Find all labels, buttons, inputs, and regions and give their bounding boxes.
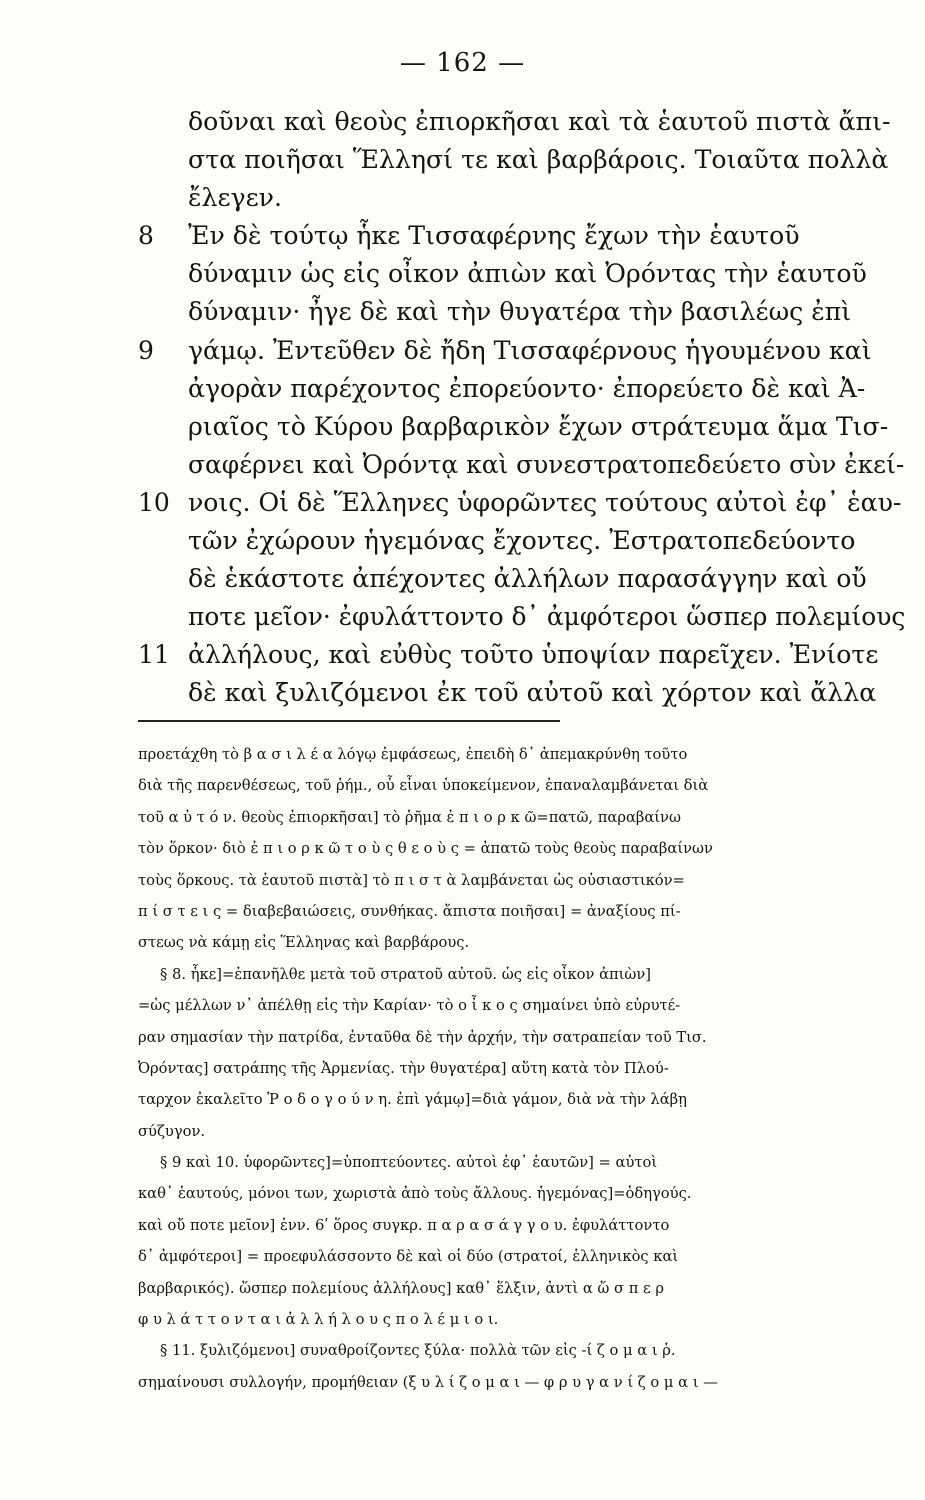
text-line: [0, 446, 925, 484]
note-line-content: =ὡς μέλλων ν᾽ ἀπέλθῃ εἰς τὴν Καρίαν· τὸ ο ἶ κ ο ς σημαίνει ὑπὸ εὐρυτέ-: [138, 997, 681, 1015]
note-line-content: τὸν ὅρκον· διὸ ἐ π ι ο ρ κ ῶ τ ο ὺ ς θ ε ο ὺ ς = ἀπατῶ τοὺς θεοὺς παραβαίνων: [138, 840, 713, 858]
note-line: [0, 833, 925, 864]
text-line-content: στα ποιῆσαι Ἕλλησί τε καὶ βαρβάροις. Τοιαῦτα πολλὰ: [188, 145, 889, 175]
note-line: [0, 739, 925, 770]
text-line: [0, 141, 925, 179]
text-line-content: δὲ καὶ ξυλιζόμενοι ἐκ τοῦ αὐτοῦ καὶ χόρτον καὶ ἄλλα: [188, 678, 877, 708]
text-line: [0, 179, 925, 217]
note-line-content: δ᾽ ἀμφότεροι] = προεφυλάσσοντο δὲ καὶ οἱ δύο (στρατοί, ἑλληνικὸς καὶ: [138, 1248, 679, 1266]
note-line: [0, 1084, 925, 1115]
text-line-content: δύναμιν· ἦγε δὲ καὶ τὴν θυγατέρα τὴν βασιλέως ἐπὶ: [188, 297, 852, 327]
note-line-content: φ υ λ ά τ τ ο ν τ α ι ἀ λ λ ή λ ο υ ς π ο λ έ μ ι ο ι.: [138, 1311, 499, 1329]
note-line: [0, 1116, 925, 1147]
note-line-content: § 11. ξυλιζόμενοι] συναθροίζοντες ξύλα· πολλὰ τῶν εἰς -ί ζ ο μ α ι ῥ.: [160, 1342, 676, 1360]
text-line: [0, 560, 925, 598]
note-line: [0, 1053, 925, 1084]
note-line: [0, 865, 925, 896]
note-line-content: § 9 καὶ 10. ὑφορῶντες]=ὑποπτεύοντες. αὐτοὶ ἐφ᾽ ἑαυτῶν] = αὐτοὶ: [160, 1154, 658, 1172]
commentary-notes: [0, 739, 925, 1398]
text-line: [0, 408, 925, 446]
text-line-content: ριαῖος τὸ Κύρου βαρβαρικὸν ἔχων στράτευμα ἅμα Τισ-: [188, 411, 889, 441]
note-line-content: ραν σημασίαν τὴν πατρίδα, ἐνταῦθα δὲ τὴν ἀρχήν, τὴν σατραπείαν τοῦ Τισ.: [138, 1028, 707, 1046]
note-line: [0, 770, 925, 801]
section-number: 8: [138, 221, 154, 251]
text-line-content: ἀγορὰν παρέχοντος ἐπορεύοντο· ἐπορεύετο δὲ καὶ Ἀ-: [188, 373, 866, 403]
text-line-content: δὲ ἑκάστοτε ἀπέχοντες ἀλλήλων παρασάγγην καὶ οὔ: [188, 564, 867, 594]
note-line-content: καθ᾽ ἑαυτούς, μόνοι των, χωριστὰ ἀπὸ τοὺς ἄλλους. ἡγεμόνας]=ὁδηγούς.: [138, 1185, 692, 1203]
note-line-content: τοῦ α ὐ τ ό ν. θεοὺς ἐπιορκῆσαι] τὸ ῥῆμα ἐ π ι ο ρ κ ῶ=πατῶ, παραβαίνω: [138, 808, 681, 826]
text-line: [0, 484, 925, 522]
note-line: [0, 927, 925, 958]
note-line: [0, 1210, 925, 1241]
note-line: [0, 959, 925, 990]
text-line-content: δοῦναι καὶ θεοὺς ἐπιορκῆσαι καὶ τὰ ἑαυτοῦ πιστὰ ἄπι-: [188, 107, 891, 136]
text-line-content: δύναμιν ὡς εἰς οἶκον ἀπιὼν καὶ Ὀρόντας τὴν ἑαυτοῦ: [188, 259, 867, 289]
text-line: [0, 332, 925, 370]
text-line: [0, 674, 925, 712]
text-line: [0, 636, 925, 674]
note-line-content: τοὺς ὅρκους. τὰ ἑαυτοῦ πιστὰ] τὸ π ι σ τ ὰ λαμβάνεται ὡς οὐσιαστικόν=: [138, 871, 685, 889]
note-line: [0, 1178, 925, 1209]
note-line: [0, 1273, 925, 1304]
text-line: [0, 103, 925, 141]
note-line: [0, 1335, 925, 1366]
note-line: [0, 802, 925, 833]
section-number: 9: [138, 335, 154, 365]
note-line-content: σημαίνουσι συλλογήν, προμήθειαν (ξ υ λ ί ζ ο μ α ι — φ ρ υ γ α ν ί ζ ο μ α ι —: [138, 1373, 718, 1391]
note-line-content: Ὀρόντας] σατράπης τῆς Ἀρμενίας. τὴν θυγατέρα] αὕτη κατὰ τὸν Πλού-: [138, 1059, 669, 1077]
text-line-content: ποτε μεῖον· ἐφυλάττοντο δ᾽ ἀμφότεροι ὥσπερ πολεμίους: [188, 602, 906, 632]
text-line-content: ἀλλήλους, καὶ εὐθὺς τοῦτο ὑποψίαν παρεῖχεν. Ἐνίοτε: [188, 640, 879, 670]
text-line: [0, 255, 925, 293]
text-line-content: τῶν ἐχώρουν ἡγεμόνας ἔχοντες. Ἐστρατοπεδεύοντο: [188, 526, 856, 556]
section-number: 10: [138, 487, 170, 517]
note-line-content: στεως νὰ κάμῃ εἰς Ἕλληνας καὶ βαρβάρους.: [138, 934, 470, 952]
text-line: [0, 522, 925, 560]
main-text: [0, 103, 925, 713]
note-line-content: § 8. ἧκε]=ἐπανῆλθε μετὰ τοῦ στρατοῦ αὐτοῦ. ὡς εἰς οἶκον ἀπιὼν]: [160, 965, 652, 983]
note-line: [0, 1022, 925, 1053]
text-line: [0, 293, 925, 331]
note-line: [0, 1241, 925, 1272]
text-line-content: γάμῳ. Ἐντεῦθεν δὲ ἤδη Τισσαφέρνους ἡγουμένου καὶ: [188, 335, 872, 365]
note-line-content: προετάχθη τὸ β α σ ι λ έ α λόγῳ ἐμφάσεως, ἐπειδὴ δ᾽ ἀπεμακρύνθη τοῦτο: [138, 746, 688, 763]
note-line-content: π ί σ τ ε ι ς = διαβεβαιώσεις, συνθήκας. ἄπιστα ποιῆσαι] = ἀναξίους πί-: [138, 902, 681, 920]
footnote-divider: [138, 720, 560, 722]
note-line: [0, 990, 925, 1021]
note-line: [0, 1304, 925, 1335]
text-line: [0, 217, 925, 255]
note-line-content: διὰ τῆς παρενθέσεως, τοῦ ῥήμ., οὗ εἶναι ὑποκείμενον, ἐπαναλαμβάνεται διὰ: [138, 777, 709, 795]
text-line-content: νοις. Οἱ δὲ Ἕλληνες ὑφορῶντες τούτους αὐτοὶ ἐφ᾽ ἑαυ-: [188, 487, 902, 517]
text-line: [0, 370, 925, 408]
text-line-content: Ἐν δὲ τούτῳ ἧκε Τισσαφέρνης ἔχων τὴν ἑαυτοῦ: [188, 221, 800, 251]
note-line-content: καὶ οὔ ποτε μεῖον] ἐνν. 6ʹ ὅρος συγκρ. π α ρ α σ ά γ γ ο υ. ἐφυλάττοντο: [138, 1216, 670, 1234]
text-line-content: ἔλεγεν.: [188, 183, 282, 213]
note-line-content: ταρχον ἐκαλεῖτο Ῥ ο δ ο γ ο ύ ν η. ἐπὶ γάμῳ]=διὰ γάμον, διὰ νὰ τὴν λάβῃ: [138, 1091, 687, 1109]
note-line: [0, 896, 925, 927]
section-number: 11: [138, 640, 170, 670]
page-number: — 162 —: [399, 48, 526, 78]
note-line: [0, 1147, 925, 1178]
text-line: [0, 598, 925, 636]
note-line-content: βαρβαρικός). ὥσπερ πολεμίους ἀλλήλους] καθ᾽ ἕλξιν, ἀντὶ α ὥ σ π ε ρ: [138, 1279, 664, 1297]
note-line: [0, 1367, 925, 1398]
note-line-content: σύζυγον.: [138, 1122, 206, 1140]
text-line-content: σαφέρνει καὶ Ὀρόντᾳ καὶ συνεστρατοπεδεύετο σὺν ἐκεί-: [188, 449, 905, 479]
